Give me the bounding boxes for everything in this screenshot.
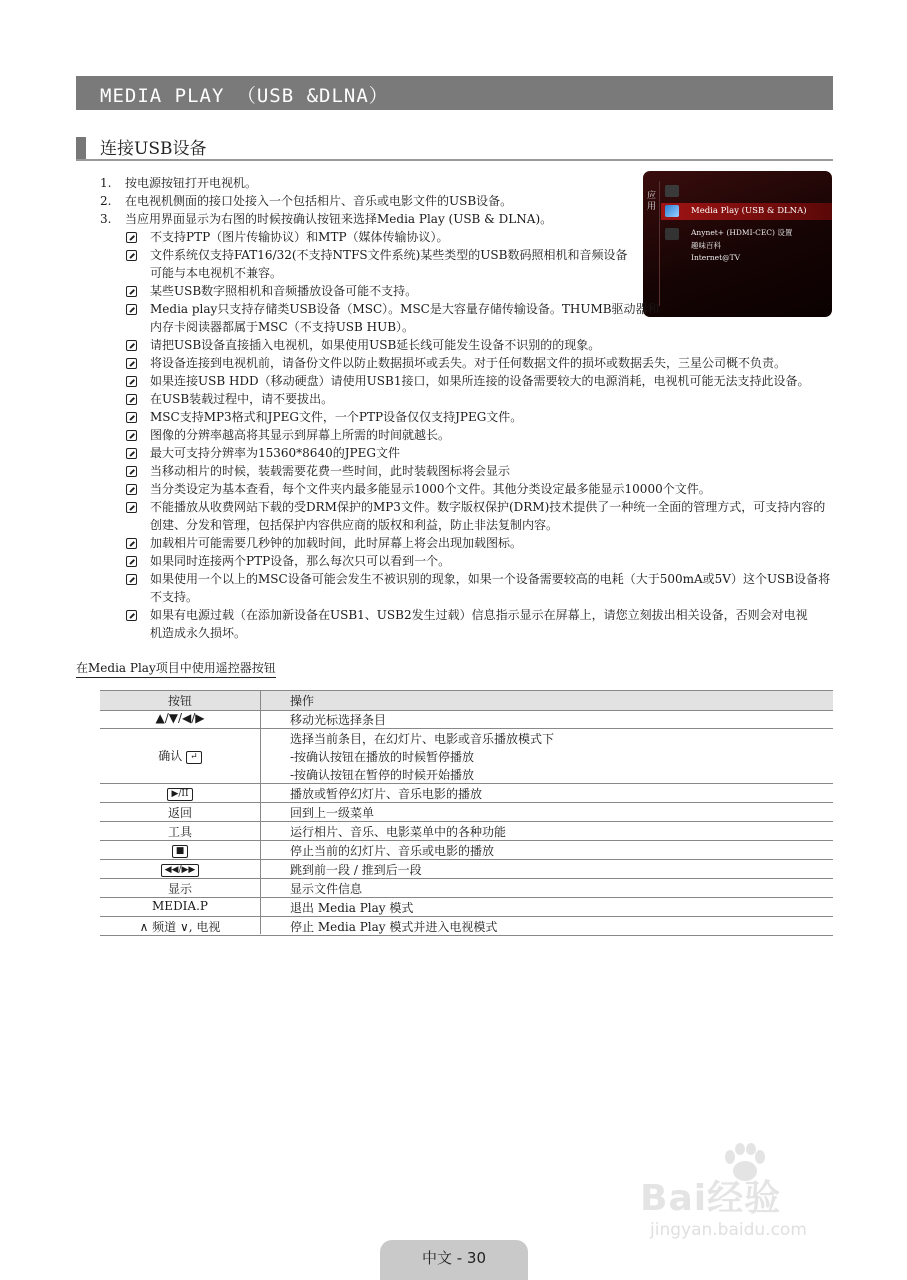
page-header-bar [76,76,833,110]
note-text: 将设备连接到电视机前，请备份文件以防止数据损坏或丢失。对于任何数据文件的损坏或数据丢失，三星公司概不负责。 [150,356,787,370]
button-cell [100,843,260,858]
note-icon [126,340,137,351]
note-text: 内存卡阅读器都属于MSC（不支持USB HUB）。 [150,320,415,334]
action-cell: 停止 Media Play 模式并进入电视模式 [290,920,498,934]
watermark-brand: Bai经验 [640,1178,782,1219]
note-icon [126,394,137,405]
button-cell: 返回 [167,806,192,820]
note-text: 如果连接USB HDD（移动硬盘）请使用USB1接口，如果所连接的设备需要较大的电源消耗，电视机可能无法支持此设备。 [150,374,810,388]
note-text: 最大可支持分辨率为15360*8640的JPEG文件 [150,446,400,460]
note-text: 在USB装载过程中，请不要拔出。 [150,392,334,406]
note-text: 文件系统仅支持FAT16/32(不支持NTFS文件系统)某些类型的USB数码照相机和音频设备 [150,248,628,262]
note-text: 如果同时连接两个PTP设备，那么每次只可以看到一个。 [150,554,451,568]
note-icon [126,232,137,243]
note-text: 请把USB设备直接插入电视机，如果使用USB延长线可能发生设备不识别的的现象。 [150,338,601,352]
stop-icon: ■ [172,845,189,858]
section-divider [76,159,833,161]
action-cell: 选择当前条目，在幻灯片、电影或音乐播放模式下 [290,732,555,746]
note-icon [126,466,137,477]
note-icon [126,412,137,423]
note-text: 如果使用一个以上的MSC设备可能会发生不被识别的现象，如果一个设备需要较高的电耗（大于500mA或5V）这个USB设备将 [150,572,831,586]
note-icon [126,502,137,513]
step-text: 当应用界面显示为右图的时候按确认按钮来选择Media Play (USB & DLNA)。 [125,212,553,226]
note-icon [126,484,137,495]
note-icon [126,556,137,567]
note-text: 加载相片可能需要几秒钟的加载时间，此时屏幕上将会出现加载图标。 [150,536,523,550]
button-cell: MEDIA.P [152,899,208,913]
action-cell: 回到上一级菜单 [290,806,375,820]
button-cell: ∧ 频道 ∨, 电视 [139,920,221,934]
note-text: MSC支持MP3格式和JPEG文件，一个PTP设备仅仅支持JPEG文件。 [150,410,523,424]
note-icon [126,358,137,369]
tv-menu-item-wiki: 趣味百科 [691,241,721,250]
table-row [100,729,833,784]
step-number: 2. [100,194,112,208]
note-text: 不能播放从收费网站下载的受DRM保护的MP3文件。数字版权保护(DRM)技术提供了一种统一全面的管理方式，可支持内容的 [150,500,826,514]
note-text: Media play只支持存储类USB设备（MSC）。MSC是大容量存储传输设备。THUMB驱动器和 [150,302,660,316]
step-number: 1. [100,176,112,190]
rewind-forward-icon: ◀◀/▶▶ [161,864,200,877]
note-icon [126,448,137,459]
action-cell: 停止当前的幻灯片、音乐或电影的播放 [290,844,495,858]
tv-menu-item-media-play: Media Play (USB & DLNA) [691,206,807,216]
note-icon [126,286,137,297]
table-header [100,690,833,711]
page-title: MEDIA PLAY （USB &DLNA） [100,85,389,107]
tv-menu-divider [659,181,660,306]
note-icon [126,376,137,387]
action-cell: 退出 Media Play 模式 [290,901,414,915]
action-cell: -按确认按钮在暂停的时候开始播放 [290,768,475,782]
button-cell [100,786,260,801]
header-button: 按钮 [167,694,192,708]
note-text: 当分类设定为基本查看，每个文件夹内最多能显示1000个文件。其他分类设定最多能显示10000个文件。 [150,482,711,496]
note-text: 不支持。 [150,590,199,604]
action-cell: 播放或暂停幻灯片、音乐电影的播放 [290,787,483,801]
media-play-icon [665,205,679,217]
step-number: 3. [100,212,112,226]
note-icon [126,574,137,585]
page-number: 中文 - 30 [421,1249,487,1267]
watermark-url: jingyan.baidu.com [650,1220,807,1240]
tv-menu-item-internet-tv: Internet@TV [691,253,741,262]
note-text: 创建、分发和管理，包括保护内容供应商的版权和利益，防止非法复制内容。 [150,518,559,532]
table-row [100,710,833,729]
header-action: 操作 [290,694,315,708]
note-text: 如果有电源过载（在添加新设备在USB1、USB2发生过载）信息指示显示在屏幕上，请您立刻拔出相关设备，否则会对电视 [150,608,808,622]
section-title: 连接USB设备 [100,139,207,159]
note-text: 可能与本电视机不兼容。 [150,266,283,280]
button-cell [100,747,260,764]
step-text: 按电源按钮打开电视机。 [125,176,258,190]
enter-icon: ↵ [186,751,202,764]
tv-side-label: 应用 [647,191,657,212]
table-row [100,822,833,841]
table-row [100,898,833,917]
action-cell: 运行相片、音乐、电影菜单中的各种功能 [290,825,507,839]
action-cell: 显示文件信息 [290,882,363,896]
button-cell [100,862,260,877]
table-row [100,803,833,822]
note-text: 某些USB数字照相机和音频播放设备可能不支持。 [150,284,418,298]
table-row [100,917,833,936]
note-icon [126,250,137,261]
remote-table-heading: 在Media Play项目中使用遥控器按钮 [76,660,276,678]
page-footer-tab [380,1240,528,1280]
table-row [100,841,833,860]
tv-menu-item-anynet: Anynet+ (HDMI-CEC) 设置 [691,228,793,237]
note-icon [126,538,137,549]
step-text: 在电视机侧面的接口处接入一个包括相片、音乐或电影文件的USB设备。 [125,194,513,208]
section-marker [76,137,86,159]
note-text: 图像的分辨率越高将其显示到屏幕上所需的时间就越长。 [150,428,451,442]
button-cell: 工具 [167,825,192,839]
play-pause-icon: ▶/II [167,788,192,801]
note-icon [126,610,137,621]
note-text: 机造成永久损坏。 [150,626,247,640]
anynet-icon [665,228,679,240]
button-cell: 显示 [167,882,192,896]
table-row [100,860,833,879]
action-cell: 移动光标选择条目 [290,713,387,727]
table-row [100,879,833,898]
table-row [100,784,833,803]
note-text: 当移动相片的时候，装载需要花费一些时间，此时装载图标将会显示 [150,464,511,478]
note-text: 不支持PTP（图片传输协议）和MTP（媒体传输协议）。 [150,230,449,244]
note-icon [126,304,137,315]
button-cell: ▲/▼/◀/▶ [155,711,205,725]
note-icon [126,430,137,441]
action-cell: 跳到前一段 / 推到后一段 [290,863,422,877]
folder-icon [665,185,679,197]
action-cell: -按确认按钮在播放的时候暂停播放 [290,750,475,764]
enter-button-label: 确认 [158,749,183,763]
tv-menu-illustration [643,171,832,317]
